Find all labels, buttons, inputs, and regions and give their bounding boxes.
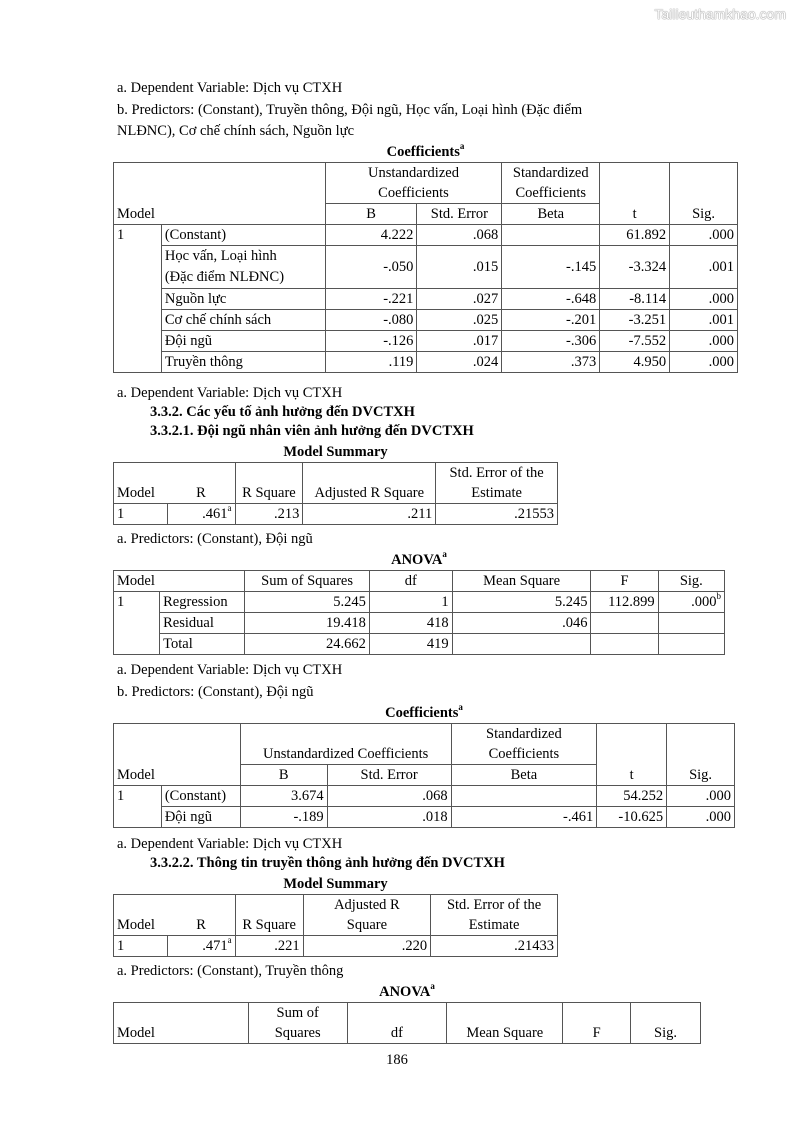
watermark: Tailieuthamkhao.com — [654, 6, 786, 22]
table-row — [114, 613, 725, 634]
heading-3-3-2-1: 3.3.2.1. Đội ngũ nhân viên ảnh hưởng đến DVCTXH — [150, 423, 474, 439]
table-row — [114, 634, 725, 655]
coefficients-title-1: Coefficients$^a$ — [386, 141, 465, 160]
cell-beta: -.306 — [502, 331, 600, 352]
cell-std-error: .015 — [417, 246, 502, 289]
coefficients-table-1 — [113, 162, 738, 373]
cell-t: -7.552 — [600, 331, 670, 352]
note-dependent-variable: a. Dependent Variable: Dịch vụ CTXH — [117, 80, 343, 96]
table-row — [114, 352, 738, 373]
header-model: Model — [114, 463, 168, 504]
header-unstandardized: Unstandardized Coefficients — [240, 724, 451, 765]
cell-beta: -.145 — [502, 246, 600, 289]
table-row — [114, 807, 735, 828]
cell-std-error-estimate: .21433 — [431, 936, 558, 957]
header-sum-of: Sum of — [248, 1003, 347, 1024]
header-sig: Sig. — [667, 724, 735, 786]
cell-beta: -.648 — [502, 289, 600, 310]
model-number: 1 — [114, 786, 162, 828]
cell-beta — [502, 225, 600, 246]
header-squares: Squares — [248, 1023, 347, 1044]
cell-t: -8.114 — [600, 289, 670, 310]
header-r-square: R Square — [235, 895, 303, 936]
model-summary-title-2: Model Summary — [283, 876, 388, 892]
header-estimate: Estimate — [431, 915, 558, 936]
header-b: B — [240, 765, 327, 786]
table-row — [114, 331, 738, 352]
cell-t: -3.324 — [600, 246, 670, 289]
header-r: R — [167, 895, 235, 936]
header-standardized: Standardized — [451, 724, 597, 745]
header-model: Model — [114, 163, 326, 225]
header-coefficients: Coefficients — [502, 183, 600, 204]
source-name: Regression — [160, 592, 245, 613]
cell-b: -.080 — [325, 310, 417, 331]
table-row — [114, 289, 738, 310]
cell-b: -.050 — [325, 246, 417, 289]
heading-3-3-2: 3.3.2. Các yếu tố ảnh hưởng đến DVCTXH — [150, 404, 415, 420]
cell-r-square: .221 — [235, 936, 303, 957]
heading-3-3-2-2: 3.3.2.2. Thông tin truyền thông ảnh hưởng đến DVCTXH — [150, 855, 505, 871]
note-predictors-line2: NLĐNC), Cơ chế chính sách, Nguồn lực — [117, 123, 355, 139]
header-model: Model — [114, 895, 168, 936]
header-t: t — [597, 724, 667, 786]
header-r: R — [167, 463, 235, 504]
header-coefficients: Coefficients — [451, 744, 597, 765]
cell-t: 61.892 — [600, 225, 670, 246]
header-adjusted-r-square: Adjusted R Square — [303, 463, 436, 504]
cell-sum-of-squares: 5.245 — [245, 592, 370, 613]
cell-sig: .000 — [670, 225, 738, 246]
header-model: Model — [114, 571, 245, 592]
predictor-name: Học vấn, Loại hình (Đặc điểm NLĐNC) — [161, 246, 325, 289]
cell-df: 1 — [369, 592, 452, 613]
cell-sig: .000 — [670, 352, 738, 373]
anova-title-2: ANOVA$^a$ — [379, 981, 435, 1000]
cell-t: -10.625 — [597, 807, 667, 828]
model-summary-table-2 — [113, 894, 558, 957]
cell-df: 419 — [369, 634, 452, 655]
model-number: 1 — [114, 225, 162, 373]
note-dependent-variable: a. Dependent Variable: Dịch vụ CTXH — [117, 385, 343, 401]
cell-sig: .000 — [667, 786, 735, 807]
note-predictors: a. Predictors: (Constant), Truyền thông — [117, 963, 344, 979]
cell-t: 4.950 — [600, 352, 670, 373]
header-sig: Sig. — [631, 1003, 701, 1044]
table-row — [114, 504, 558, 525]
header-square: Square — [303, 915, 431, 936]
cell-adjusted-r-square: .211 — [303, 504, 436, 525]
cell-sig: .000$^b$ — [658, 592, 724, 613]
header-beta: Beta — [502, 204, 600, 225]
header-estimate: Estimate — [436, 483, 558, 504]
note-dependent-variable: a. Dependent Variable: Dịch vụ CTXH — [117, 662, 343, 678]
cell-sum-of-squares: 19.418 — [245, 613, 370, 634]
cell-f: 112.899 — [591, 592, 658, 613]
cell-std-error-estimate: .21553 — [436, 504, 558, 525]
table-row — [114, 225, 738, 246]
header-mean-square: Mean Square — [447, 1003, 563, 1044]
cell-f — [591, 613, 658, 634]
page-number: 186 — [386, 1052, 408, 1068]
predictor-name: (Constant) — [161, 225, 325, 246]
header-std-error-estimate: Std. Error of the — [431, 895, 558, 916]
source-name: Total — [160, 634, 245, 655]
note-predictors: a. Predictors: (Constant), Đội ngũ — [117, 531, 313, 547]
header-sig: Sig. — [670, 163, 738, 225]
cell-std-error: .025 — [417, 310, 502, 331]
header-std-error: Std. Error — [327, 765, 451, 786]
predictor-name: Truyền thông — [161, 352, 325, 373]
cell-sig: .000 — [670, 331, 738, 352]
anova-table-2 — [113, 1002, 701, 1044]
cell-b: 3.674 — [240, 786, 327, 807]
cell-sum-of-squares: 24.662 — [245, 634, 370, 655]
cell-std-error: .018 — [327, 807, 451, 828]
table-row — [114, 310, 738, 331]
coefficients-title-2: Coefficients$^a$ — [385, 702, 463, 721]
cell-sig — [658, 613, 724, 634]
table-row — [114, 246, 738, 289]
table-row — [114, 786, 735, 807]
header-b: B — [325, 204, 417, 225]
cell-sig: .001 — [670, 310, 738, 331]
cell-t: 54.252 — [597, 786, 667, 807]
cell-t: -3.251 — [600, 310, 670, 331]
predictor-name: Đội ngũ — [161, 331, 325, 352]
predictor-name: Cơ chế chính sách — [161, 310, 325, 331]
cell-std-error: .068 — [327, 786, 451, 807]
cell-df: 418 — [369, 613, 452, 634]
header-sum-of-squares: Sum of Squares — [245, 571, 370, 592]
predictor-name: (Constant) — [161, 786, 240, 807]
cell-beta: -.461 — [451, 807, 597, 828]
cell-beta — [451, 786, 597, 807]
header-model: Model — [114, 724, 241, 786]
table-row — [114, 592, 725, 613]
cell-std-error: .024 — [417, 352, 502, 373]
cell-mean-square — [452, 634, 591, 655]
header-beta: Beta — [451, 765, 597, 786]
cell-b: 4.222 — [325, 225, 417, 246]
cell-std-error: .068 — [417, 225, 502, 246]
cell-b: -.189 — [240, 807, 327, 828]
header-standardized: Standardized — [502, 163, 600, 184]
header-t: t — [600, 163, 670, 225]
header-std-error-estimate: Std. Error of the — [436, 463, 558, 484]
header-df: df — [347, 1003, 447, 1044]
anova-title-1: ANOVA$^a$ — [391, 549, 447, 568]
cell-sig — [658, 634, 724, 655]
cell-f — [591, 634, 658, 655]
header-model: Model — [114, 1003, 249, 1044]
cell-sig: .000 — [670, 289, 738, 310]
cell-mean-square: 5.245 — [452, 592, 591, 613]
header-mean-square: Mean Square — [452, 571, 591, 592]
cell-r: .461$^a$ — [167, 504, 235, 525]
predictor-name: Nguồn lực — [161, 289, 325, 310]
model-number: 1 — [114, 504, 168, 525]
note-predictors: b. Predictors: (Constant), Đội ngũ — [117, 684, 314, 700]
header-std-error: Std. Error — [417, 204, 502, 225]
cell-std-error: .027 — [417, 289, 502, 310]
cell-b: -.221 — [325, 289, 417, 310]
header-adjusted-r: Adjusted R — [303, 895, 431, 916]
note-predictors-line1: b. Predictors: (Constant), Truyền thông, Đội ngũ, Học vấn, Loại hình (Đặc điểm — [117, 102, 583, 118]
coefficients-table-2 — [113, 723, 735, 828]
header-r-square: R Square — [235, 463, 303, 504]
header-f: F — [591, 571, 658, 592]
header-unstandardized: Unstandardized — [325, 163, 502, 184]
model-summary-title-1: Model Summary — [283, 444, 388, 460]
cell-sig: .000 — [667, 807, 735, 828]
cell-beta: -.201 — [502, 310, 600, 331]
table-row — [114, 936, 558, 957]
cell-adjusted-r-square: .220 — [303, 936, 431, 957]
header-f: F — [563, 1003, 631, 1044]
cell-mean-square: .046 — [452, 613, 591, 634]
model-number: 1 — [114, 936, 168, 957]
note-dependent-variable: a. Dependent Variable: Dịch vụ CTXH — [117, 836, 343, 852]
header-coefficients: Coefficients — [325, 183, 502, 204]
anova-table-1 — [113, 570, 725, 655]
cell-std-error: .017 — [417, 331, 502, 352]
header-df: df — [369, 571, 452, 592]
header-sig: Sig. — [658, 571, 724, 592]
source-name: Residual — [160, 613, 245, 634]
cell-r-square: .213 — [235, 504, 303, 525]
cell-b: .119 — [325, 352, 417, 373]
cell-r: .471$^a$ — [167, 936, 235, 957]
model-summary-table-1 — [113, 462, 558, 525]
model-number: 1 — [114, 592, 160, 655]
cell-beta: .373 — [502, 352, 600, 373]
cell-b: -.126 — [325, 331, 417, 352]
predictor-name: Đội ngũ — [161, 807, 240, 828]
cell-sig: .001 — [670, 246, 738, 289]
